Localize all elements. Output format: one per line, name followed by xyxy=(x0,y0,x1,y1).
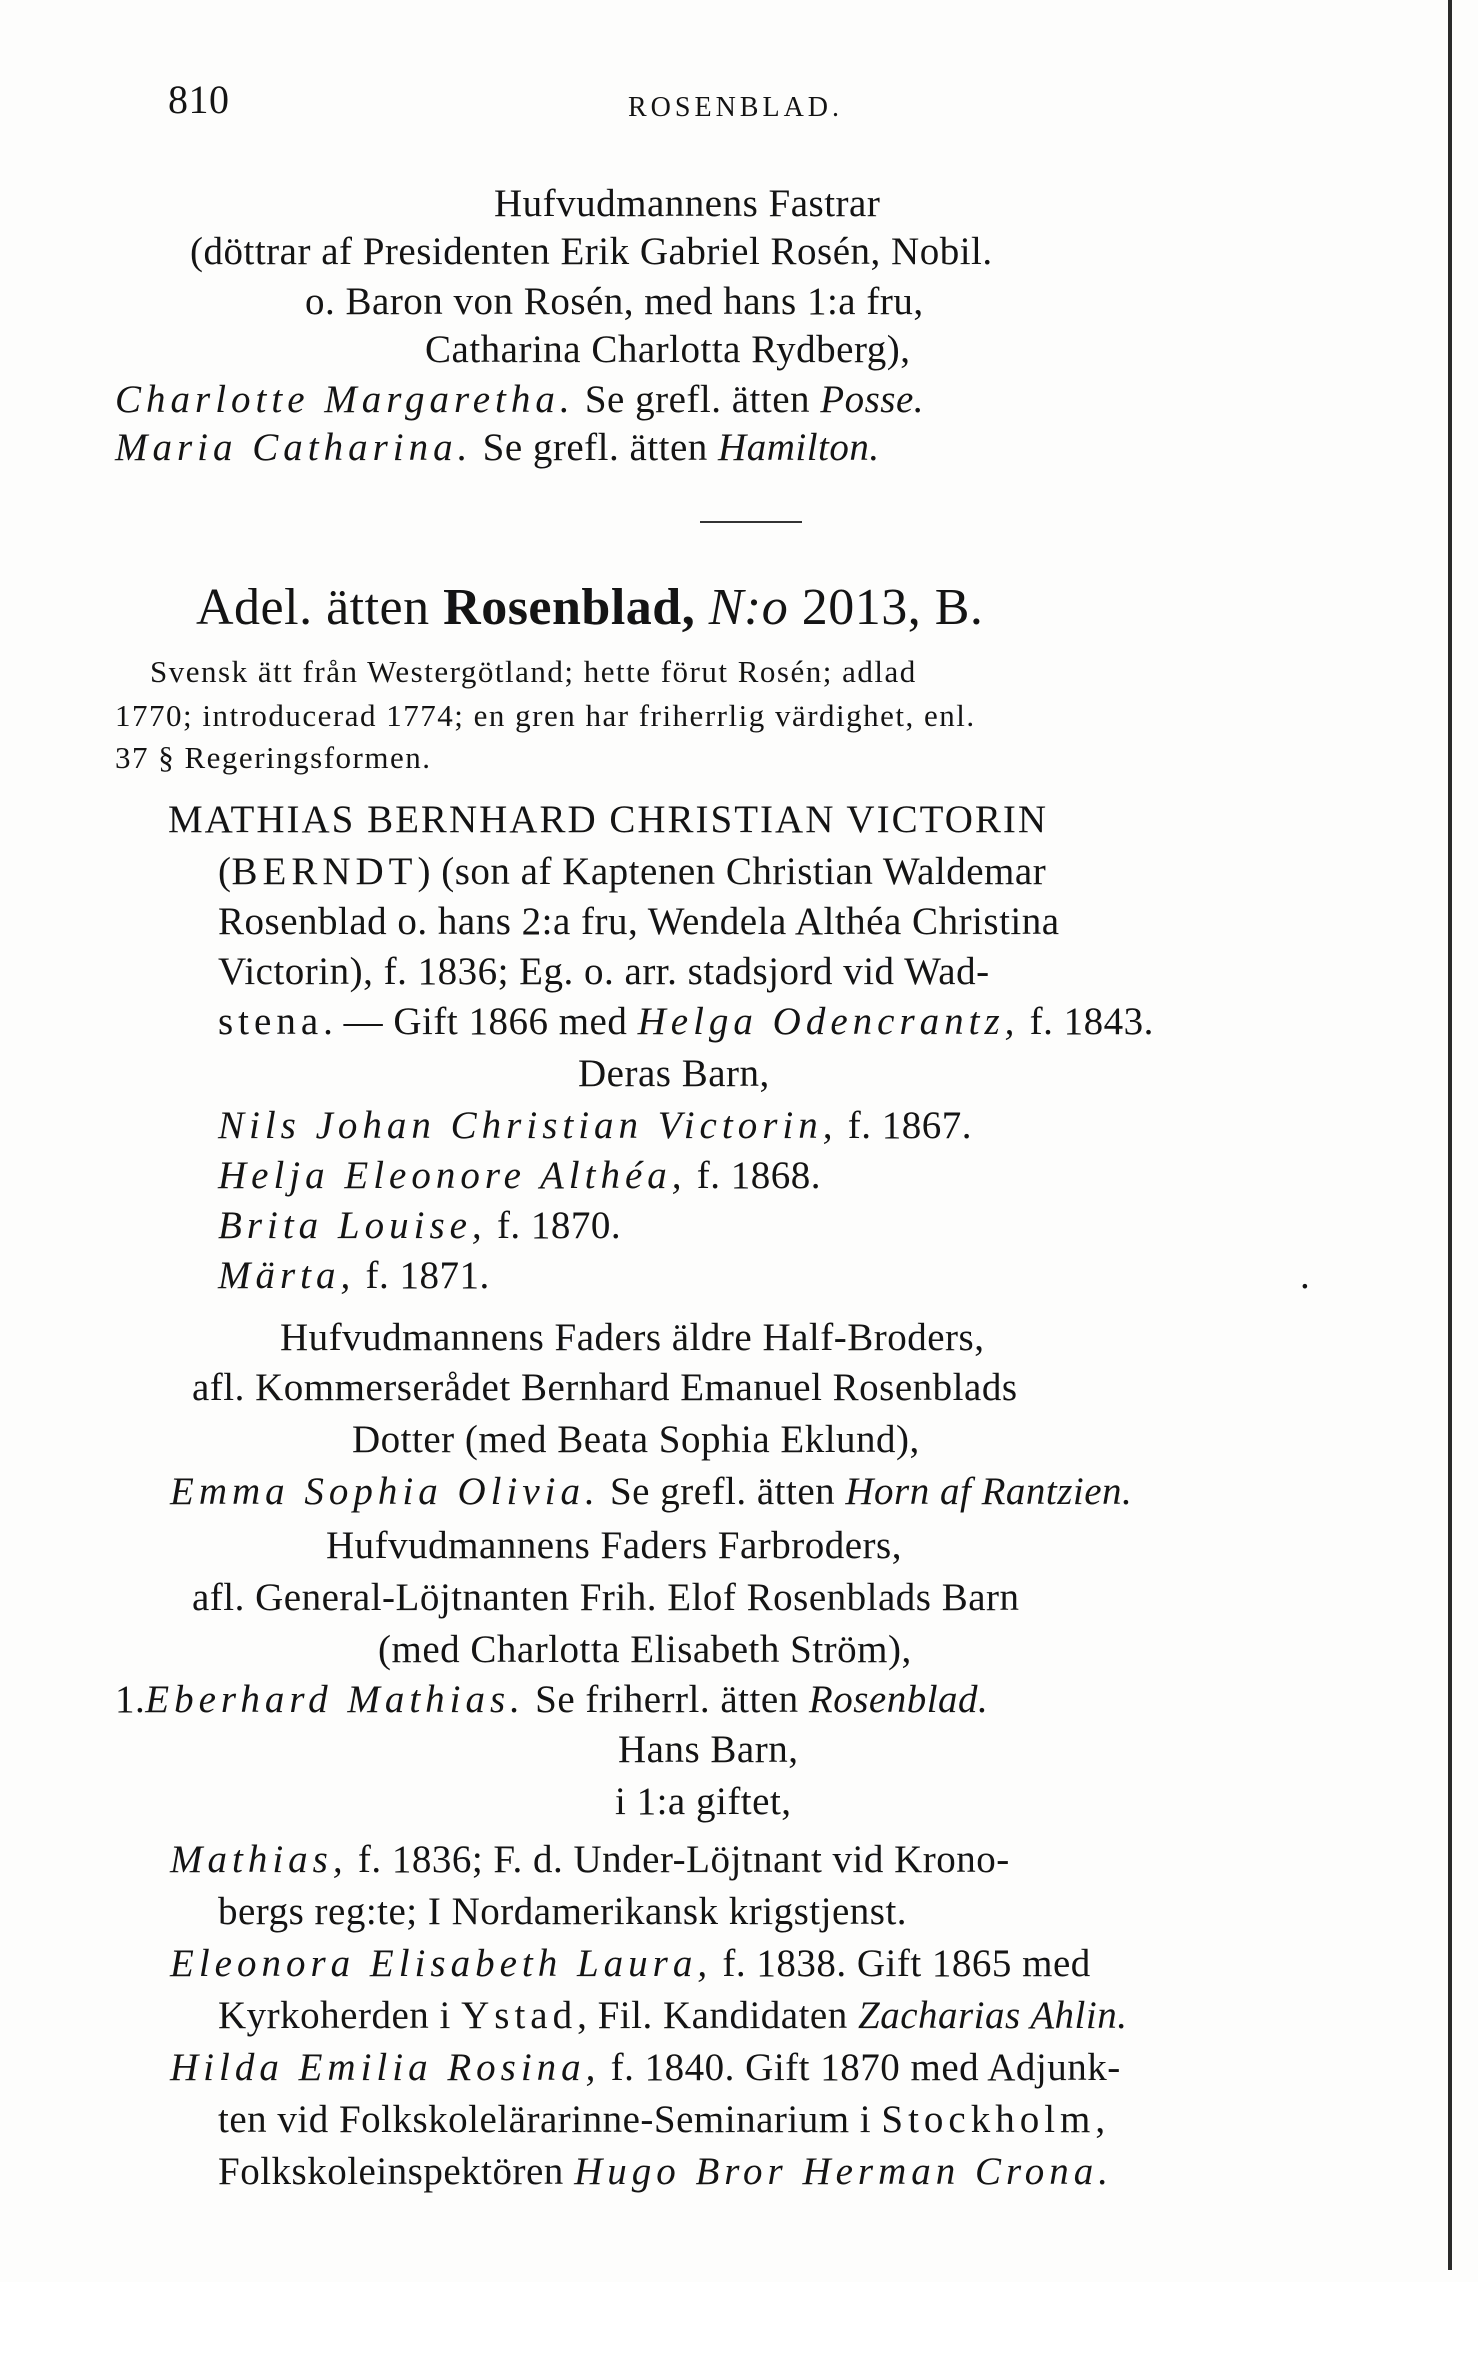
section-divider xyxy=(700,521,802,523)
entry-reference: Rosenblad. xyxy=(808,1678,989,1721)
entry-name: Maria Catharina. xyxy=(115,426,473,469)
intro-line3: 37 § Regeringsformen. xyxy=(115,740,432,775)
spouse-year: f. 1843. xyxy=(1019,1000,1154,1043)
entry-text: Se grefl. ätten xyxy=(472,426,719,469)
child-year: f. 1867. xyxy=(837,1104,972,1147)
section4-line3: (med Charlotta Elisabeth Ström), xyxy=(378,1628,912,1671)
spaced-place: Ystad xyxy=(461,1994,578,2037)
child-name: Eleonora Elisabeth Laura, xyxy=(170,1942,713,1985)
section4-line2: afl. General-Löjtnanten Frih. Elof Rosenblads Barn xyxy=(192,1576,1020,1619)
entry-reference: Posse. xyxy=(820,378,925,421)
child-hilda-line2 xyxy=(218,2096,1106,2144)
entry-reference: Horn af Rantzien. xyxy=(845,1470,1133,1513)
spaced-place: Stockholm xyxy=(881,2098,1096,2141)
entry-name: Charlotte Margaretha. xyxy=(115,378,575,421)
child-year: f. 1871. xyxy=(355,1254,490,1297)
section4-entry1 xyxy=(115,1676,988,1724)
child-year: f. 1870. xyxy=(486,1204,622,1247)
main-line2-text: ) (son af Kaptenen Christian Waldemar xyxy=(417,850,1047,893)
heading-number-value: 2013, B. xyxy=(788,579,984,636)
children-heading: Deras Barn, xyxy=(578,1052,770,1095)
intro-line2: 1770; introducerad 1774; en gren har friherrlig värdighet, enl. xyxy=(115,698,976,733)
child-eleonora-line1 xyxy=(170,1940,1091,1988)
main-line5 xyxy=(218,998,1154,1046)
section3-line1: Hufvudmannens Faders äldre Half-Broders, xyxy=(280,1316,985,1359)
spouse-name: Zacharias Ahlin. xyxy=(858,1994,1128,2037)
child-name: Hilda Emilia Rosina, xyxy=(170,2046,601,2089)
text: Folkskoleinspektören xyxy=(218,2150,575,2193)
section4-marriage-line: i 1:a giftet, xyxy=(615,1780,792,1823)
entry-name: Eberhard Mathias. xyxy=(145,1678,525,1721)
child-name: Märta, xyxy=(218,1254,356,1297)
child-entry-4 xyxy=(218,1252,490,1300)
child-eleonora-line2 xyxy=(218,1992,1127,2040)
section3-entry xyxy=(170,1468,1132,1516)
family-heading xyxy=(196,578,983,638)
text: ten vid Folkskolelärarinne-Seminarium i xyxy=(218,2098,882,2141)
section1-line1: Hufvudmannens Fastrar xyxy=(494,182,881,225)
section1-entry2 xyxy=(115,424,880,472)
heading-number-label: N:o xyxy=(695,579,789,636)
child-name: Nils Johan Christian Victorin, xyxy=(218,1104,838,1147)
child-hilda-line3 xyxy=(218,2148,1113,2196)
section1-line2: (döttrar af Presidenten Erik Gabriel Rosén, Nobil. xyxy=(190,230,993,273)
child-entry-1 xyxy=(218,1102,972,1150)
entry-name: Emma Sophia Olivia. xyxy=(170,1470,600,1513)
main-line4: Victorin), f. 1836; Eg. o. arr. stadsjord vid Wad- xyxy=(218,950,990,993)
child-hilda-line1 xyxy=(170,2044,1121,2092)
entry-text: Se grefl. ätten xyxy=(574,378,821,421)
section3-line3: Dotter (med Beata Sophia Eklund), xyxy=(352,1418,920,1461)
stray-dot: . xyxy=(1300,1254,1311,1297)
child-entry-3 xyxy=(218,1202,621,1250)
spouse-name: Helga Odencrantz, xyxy=(637,1000,1020,1043)
entry-text: Se friherrl. ätten xyxy=(524,1678,809,1721)
child-details: f. 1838. Gift 1865 med xyxy=(712,1942,1091,1985)
child-year: f. 1868. xyxy=(686,1154,822,1197)
bleed-through-mark xyxy=(1100,28,1180,68)
intro-line1: Svensk ätt från Westergötland; hette förut Rosén; adlad xyxy=(150,654,917,689)
section1-entry1 xyxy=(115,376,924,424)
child-name: Helja Eleonore Althéa, xyxy=(218,1154,687,1197)
section1-line4: Catharina Charlotta Rydberg), xyxy=(425,328,911,371)
section4-line1: Hufvudmannens Faders Farbroders, xyxy=(326,1524,902,1567)
spouse-name: Hugo Bror Herman Crona. xyxy=(574,2150,1114,2193)
entry-number: 1. xyxy=(115,1678,146,1721)
child-name: Mathias, xyxy=(170,1838,348,1881)
text: , Fil. Kandidaten xyxy=(577,1994,858,2037)
running-title: ROSENBLAD. xyxy=(628,92,844,123)
section3-line2: afl. Kommerserådet Bernhard Emanuel Rosenblads xyxy=(192,1366,1018,1409)
child-entry-2 xyxy=(218,1152,821,1200)
child-mathias-line1 xyxy=(170,1836,1010,1884)
heading-prefix: Adel. ätten xyxy=(196,579,444,636)
bottom-margin xyxy=(0,2282,1478,2359)
main-line3: Rosenblad o. hans 2:a fru, Wendela Althéa Christina xyxy=(218,900,1060,943)
main-line5-text: . — Gift 1866 med xyxy=(323,1000,638,1043)
section1-line3: o. Baron von Rosén, med hans 1:a fru, xyxy=(305,280,924,323)
main-line2 xyxy=(218,848,1046,896)
child-name: Brita Louise, xyxy=(218,1204,487,1247)
text: Kyrkoherden i xyxy=(218,1994,462,2037)
spaced-place: stena xyxy=(218,1000,324,1043)
child-details: f. 1840. Gift 1870 med Adjunk- xyxy=(600,2046,1121,2089)
main-line1: MATHIAS BERNHARD CHRISTIAN VICTORIN xyxy=(168,798,1049,841)
spaced-name: BERNDT xyxy=(231,850,418,893)
page-edge-line xyxy=(1448,0,1452,2270)
page-number: 810 xyxy=(168,77,230,122)
heading-family-name: Rosenblad, xyxy=(443,579,696,636)
child-mathias-line2: bergs reg:te; I Nordamerikansk krigstjenst. xyxy=(218,1890,908,1933)
text: , xyxy=(1095,2098,1106,2141)
paren-open: ( xyxy=(218,850,232,893)
section4-children-heading: Hans Barn, xyxy=(618,1728,799,1771)
entry-reference: Hamilton. xyxy=(718,426,880,469)
child-details: f. 1836; F. d. Under-Löjtnant vid Krono- xyxy=(347,1838,1010,1881)
entry-text: Se grefl. ätten xyxy=(599,1470,846,1513)
